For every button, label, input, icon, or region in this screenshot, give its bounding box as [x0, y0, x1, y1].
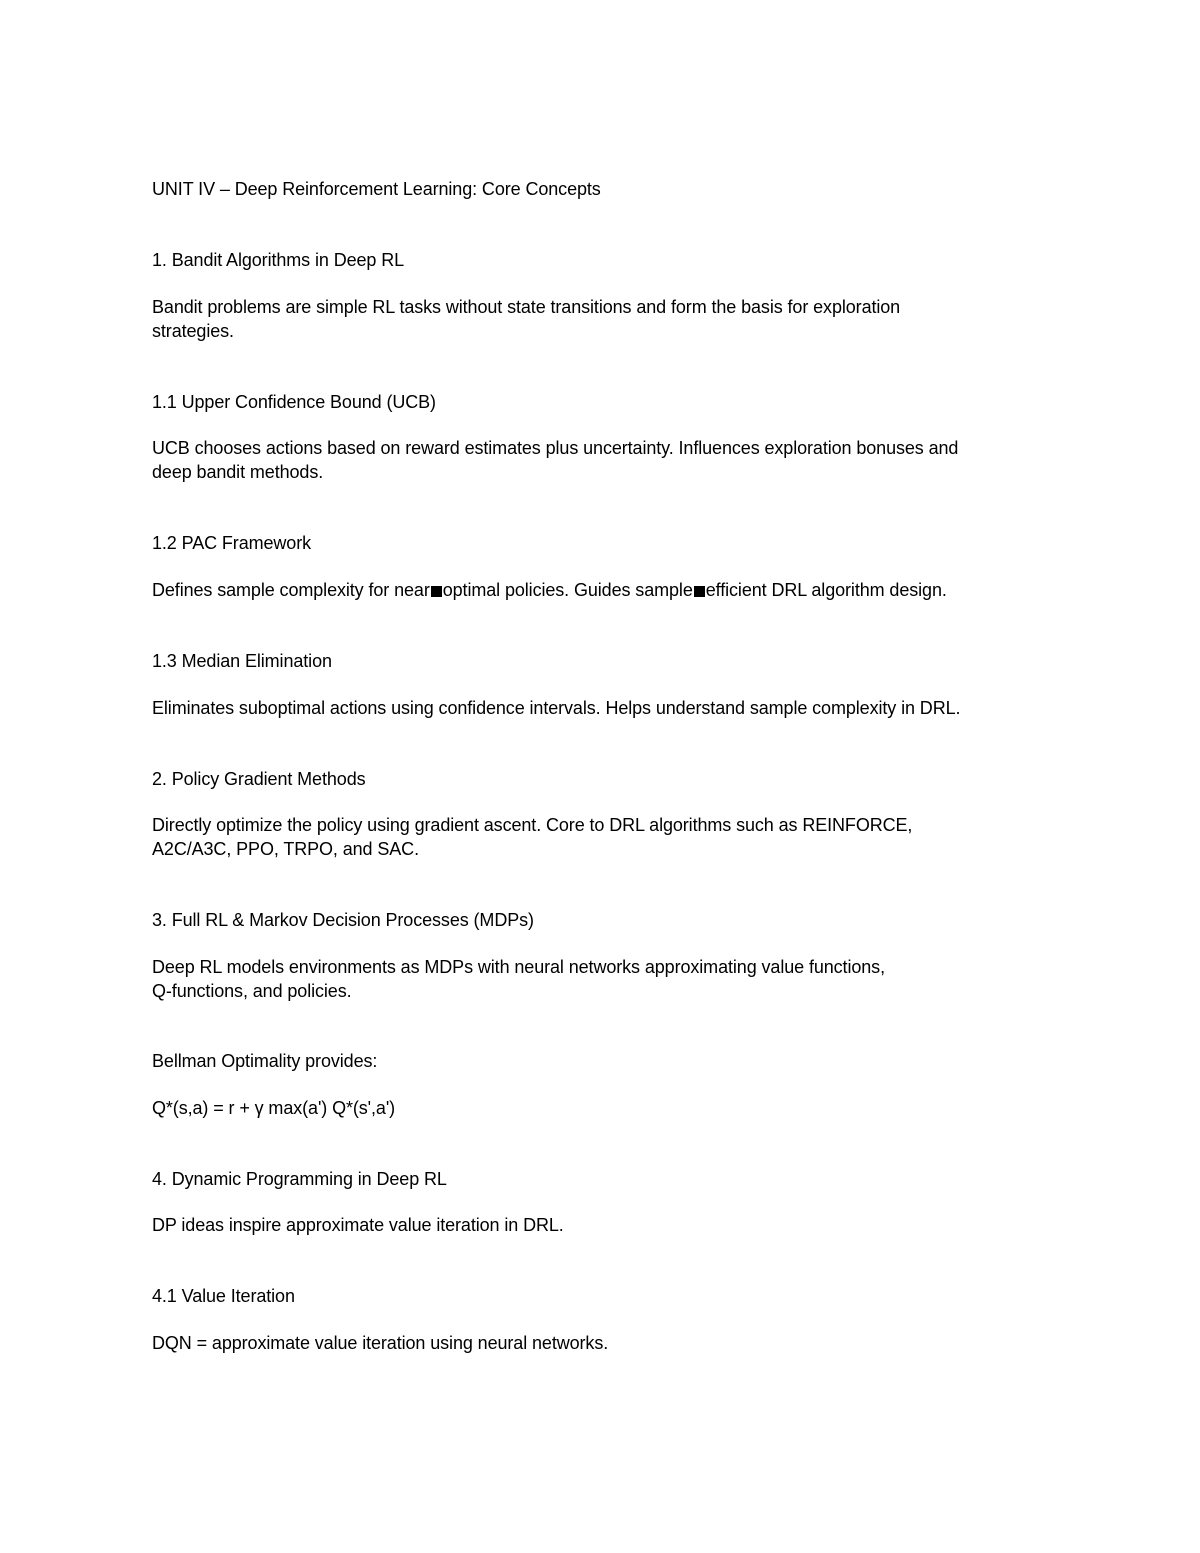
section-body-dynamic-programming: DP ideas inspire approximate value iteration in DRL. [152, 1215, 564, 1235]
section-heading-pac: 1.2 PAC Framework [152, 533, 312, 553]
section-body-ucb-line1: UCB chooses actions based on reward estimates plus uncertainty. Influences exploration bonuses and [152, 438, 959, 458]
section-heading-median-elimination: 1.3 Median Elimination [152, 651, 332, 671]
section-body-median-elimination: Eliminates suboptimal actions using confidence intervals. Helps understand sample complexity in DRL. [152, 698, 961, 718]
section-body-mdp-line2: Q-functions, and policies. [152, 981, 352, 1001]
document-title: UNIT IV – Deep Reinforcement Learning: Core Concepts [152, 179, 601, 199]
bellman-equation: Q*(s,a) = r + γ max(a') Q*(s',a') [152, 1098, 396, 1118]
section-body-value-iteration: DQN = approximate value iteration using neural networks. [152, 1333, 609, 1353]
section-heading-dynamic-programming: 4. Dynamic Programming in Deep RL [152, 1169, 447, 1189]
section-heading-policy-gradient: 2. Policy Gradient Methods [152, 769, 366, 789]
section-body-policy-gradient-line1: Directly optimize the policy using gradient ascent. Core to DRL algorithms such as REINFORCE, [152, 815, 913, 835]
section-body-bandit-line2: strategies. [152, 321, 234, 341]
section-body-policy-gradient-line2: A2C/A3C, PPO, TRPO, and SAC. [152, 839, 419, 859]
pac-body-part2: optimal policies. Guides sample [442, 580, 693, 600]
section-heading-bandit: 1. Bandit Algorithms in Deep RL [152, 250, 405, 270]
section-heading-mdp: 3. Full RL & Markov Decision Processes (MDPs) [152, 910, 534, 930]
section-body-mdp-line1: Deep RL models environments as MDPs with neural networks approximating value functions, [152, 957, 885, 977]
pac-body-part1: Defines sample complexity for near [152, 580, 430, 600]
section-body-pac [152, 578, 947, 602]
missing-glyph-box-icon [694, 586, 705, 597]
section-heading-value-iteration: 4.1 Value Iteration [152, 1286, 295, 1306]
section-body-bandit-line1: Bandit problems are simple RL tasks without state transitions and form the basis for exploration [152, 297, 901, 317]
section-heading-ucb: 1.1 Upper Confidence Bound (UCB) [152, 392, 436, 412]
bellman-heading: Bellman Optimality provides: [152, 1051, 378, 1071]
pac-body-part3: efficient DRL algorithm design. [705, 580, 947, 600]
section-body-ucb-line2: deep bandit methods. [152, 462, 324, 482]
missing-glyph-box-icon [431, 586, 442, 597]
